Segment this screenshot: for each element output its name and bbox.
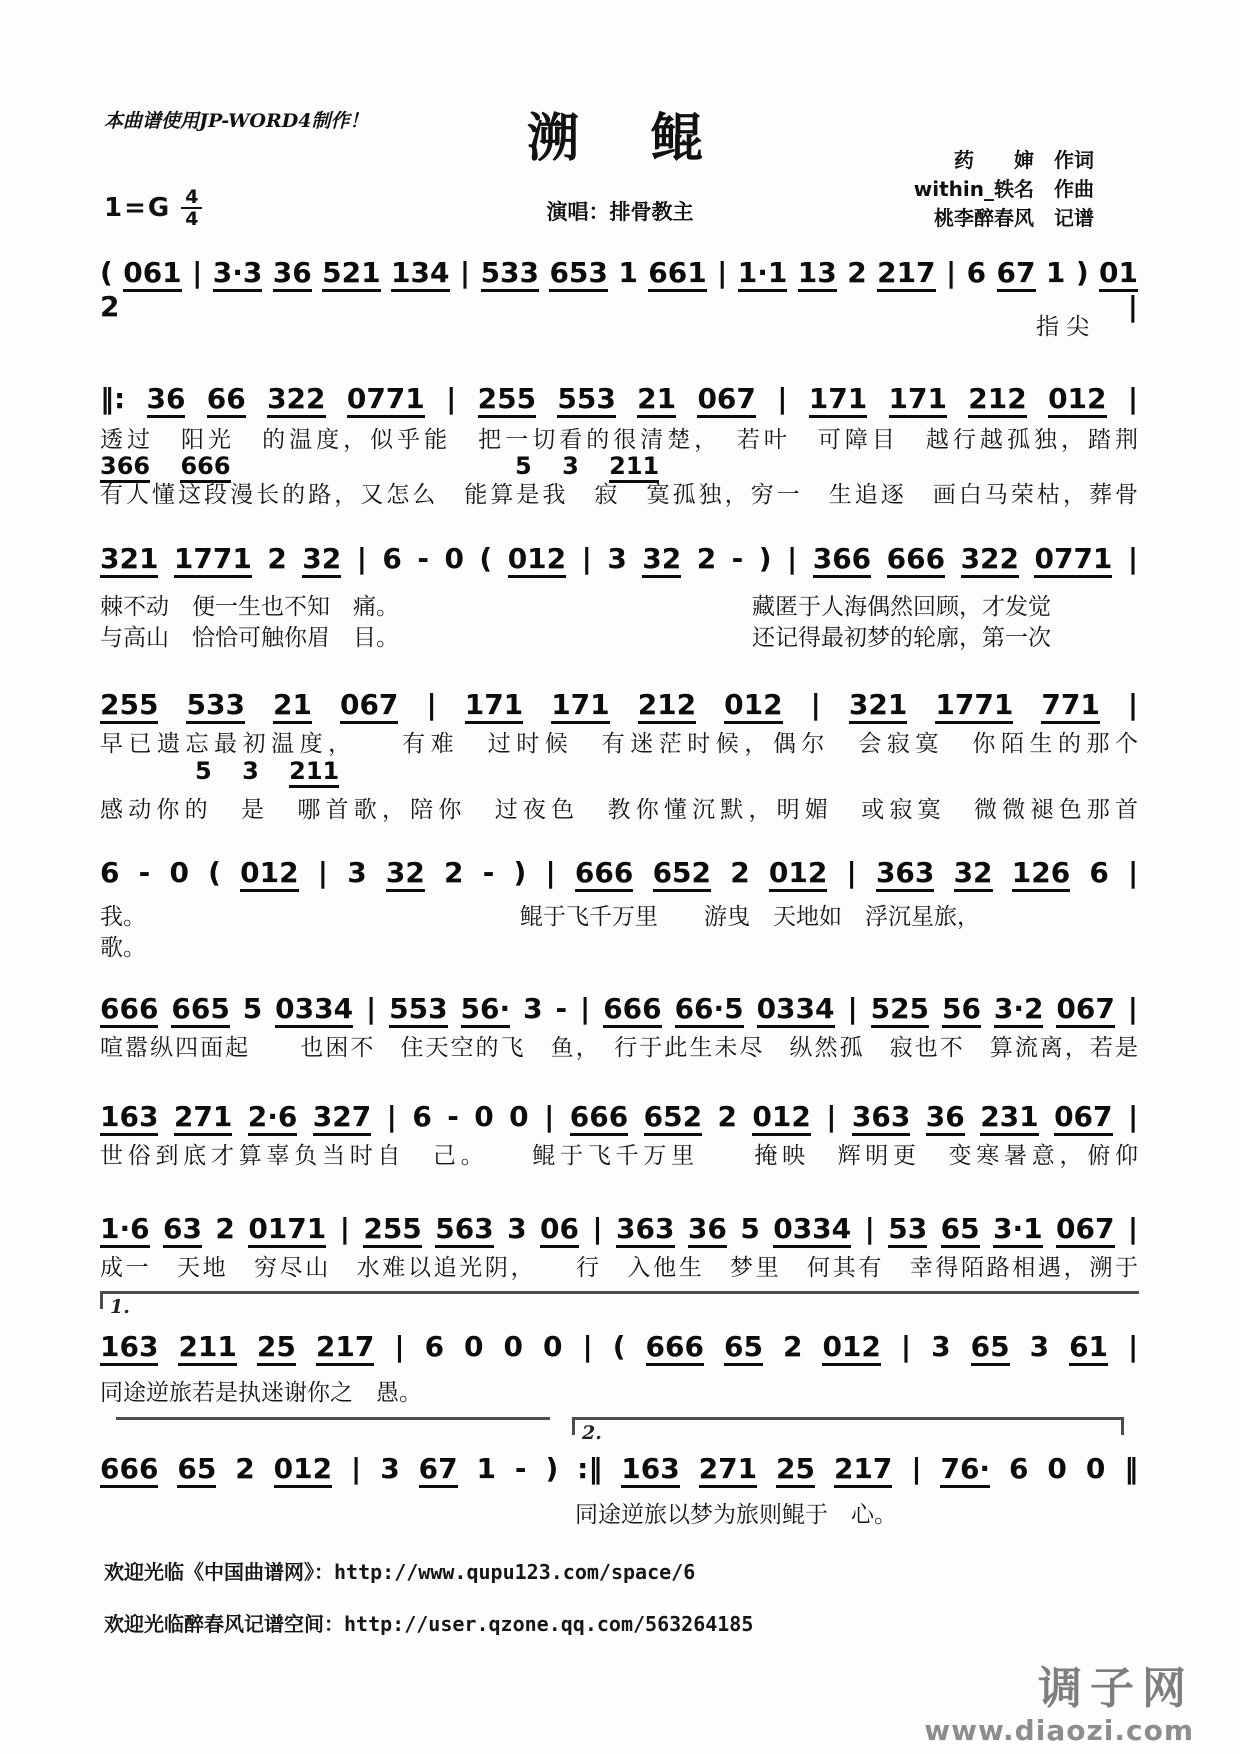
volta-label: 2.: [582, 1422, 602, 1444]
music-line: 666 665 5 0334 | 553 56· 3 - | 666 66·5 0334 | 525 56 3·2 067 |: [100, 992, 1138, 1026]
lyric-line: 成一 天地 穷尽山 水难以追光阴， 行 入他生 梦里 何其有 幸得陌路相遇，溯于: [100, 1255, 1138, 1281]
alt-notes-line: 5 3 211: [195, 757, 339, 785]
music-line: 666 65 2 012 | 3 67 1 - ) :‖ 163 271 25 217 | 76· 6 0 0 ‖: [100, 1452, 1138, 1486]
music-line: 163 211 25 217 | 6 0 0 0 | ( 666 65 2 012 | 3 65 3 61 |: [100, 1330, 1138, 1364]
footer-site-link-qupu123: 欢迎光临《中国曲谱网》：http://www.qupu123.com/space/6: [104, 1560, 696, 1584]
lyric-segment: 鲲于飞千万里 游曳 天地如 浮沉星旅，: [520, 904, 980, 930]
lyric-segment: 与高山 恰恰可触你眉 目。: [100, 625, 399, 651]
lyric-line: 有人懂这段漫长的路，又怎么 能算是我 寂 寞孤独，穷一 生追逐 画白马荣枯，葬骨: [100, 482, 1138, 508]
lyric-segment: 我。: [100, 904, 146, 930]
watermark: [924, 1664, 1194, 1747]
lyric-line: 世俗到底才算辜负当时自 己。 鲲于飞千万里 掩映 辉明更 变寒暑意，俯仰: [100, 1143, 1138, 1169]
time-signature-numerator: 4: [181, 188, 202, 209]
alt-notes-line: 366 666: [100, 452, 231, 480]
volta-bracket: [100, 1291, 1139, 1309]
lyric-segment: 还记得最初梦的轮廓，第一次: [752, 625, 1051, 651]
footer-site-link-qzone: 欢迎光临醉春风记谱空间：http://user.qzone.qq.com/563264185: [104, 1612, 754, 1636]
lyric-segment: 指 尖: [1036, 314, 1090, 340]
lyric-segment: 藏匿于人海偶然回顾，才发觉: [752, 594, 1051, 620]
lyric-segment: 棘不动 便一生也不知 痛。: [100, 594, 399, 620]
music-line: 1·6 63 2 0171 | 255 563 3 06 | 363 36 5 0334 | 53 65 3·1 067 |: [100, 1212, 1138, 1246]
lyric-segment: 同途逆旅以梦为旅则鲲于 心。: [575, 1502, 897, 1528]
maker-note: 本曲谱使用JP-WORD4制作！: [104, 110, 369, 132]
lyric-line: 早已遗忘最初温度， 有难 过时候 有迷茫时候，偶尔 会寂寞 你陌生的那个: [100, 731, 1138, 757]
transcriber-credit: 桃李醉春风 记谱: [934, 206, 1094, 230]
lyric-line: 透过 阳光 的温度，似乎能 把一切看的很清楚， 若叶 可障目 越行越孤独，踏荆: [100, 427, 1138, 453]
watermark-site-name: 调子网: [1038, 1663, 1194, 1714]
score-body: [100, 0, 1138, 1754]
lyricist-credit: 药 婶 作词: [954, 148, 1094, 172]
music-line: 321 1771 2 32 | 6 - 0 ( 012 | 3 32 2 - ) | 366 666 322 0771 |: [100, 542, 1138, 576]
song-title: 溯 鲲: [526, 109, 713, 169]
music-line: 163 271 2·6 327 | 6 - 0 0 | 666 652 2 012 | 363 36 231 067 |: [100, 1100, 1138, 1134]
volta-label: 1.: [110, 1296, 130, 1318]
lyric-segment: 歌。: [100, 935, 146, 961]
music-line: ( 061 | 3·3 36 521 134 | 533 653 1 661 | 1·1 13 2 217 | 6 67 1 ) 01 2 |: [100, 256, 1139, 323]
composer-credit: within_轶名 作曲: [913, 177, 1094, 201]
watermark-site-url: www.diaozi.com: [924, 1713, 1194, 1747]
lyric-line: 感动你的 是 哪首歌，陪你 过夜色 教你懂沉默，明媚 或寂寞 微微褪色那首: [100, 797, 1138, 823]
performer-line: 演唱：排骨教主: [546, 200, 694, 224]
key-signature: 1=G: [104, 193, 172, 223]
alt-notes-line: 5 3 211: [515, 452, 659, 480]
volta-bracket: [116, 1417, 550, 1435]
volta-bracket: [572, 1417, 1124, 1435]
lyric-line: 喧嚣纵四面起 也困不 住天空的飞 鱼， 行于此生未尽 纵然孤 寂也不 算流离，若是: [100, 1035, 1138, 1061]
music-line: 255 533 21 067 | 171 171 212 012 | 321 1771 771 |: [100, 688, 1138, 722]
time-signature-denominator: 4: [185, 208, 199, 230]
music-line: 6 - 0 ( 012 | 3 32 2 - ) | 666 652 2 012 | 363 32 126 6 |: [100, 856, 1138, 890]
music-line: ‖: 36 66 322 0771 | 255 553 21 067 | 171 171 212 012 |: [100, 382, 1138, 416]
lyric-segment: 同途逆旅若是执迷谢你之 愚。: [100, 1380, 422, 1406]
